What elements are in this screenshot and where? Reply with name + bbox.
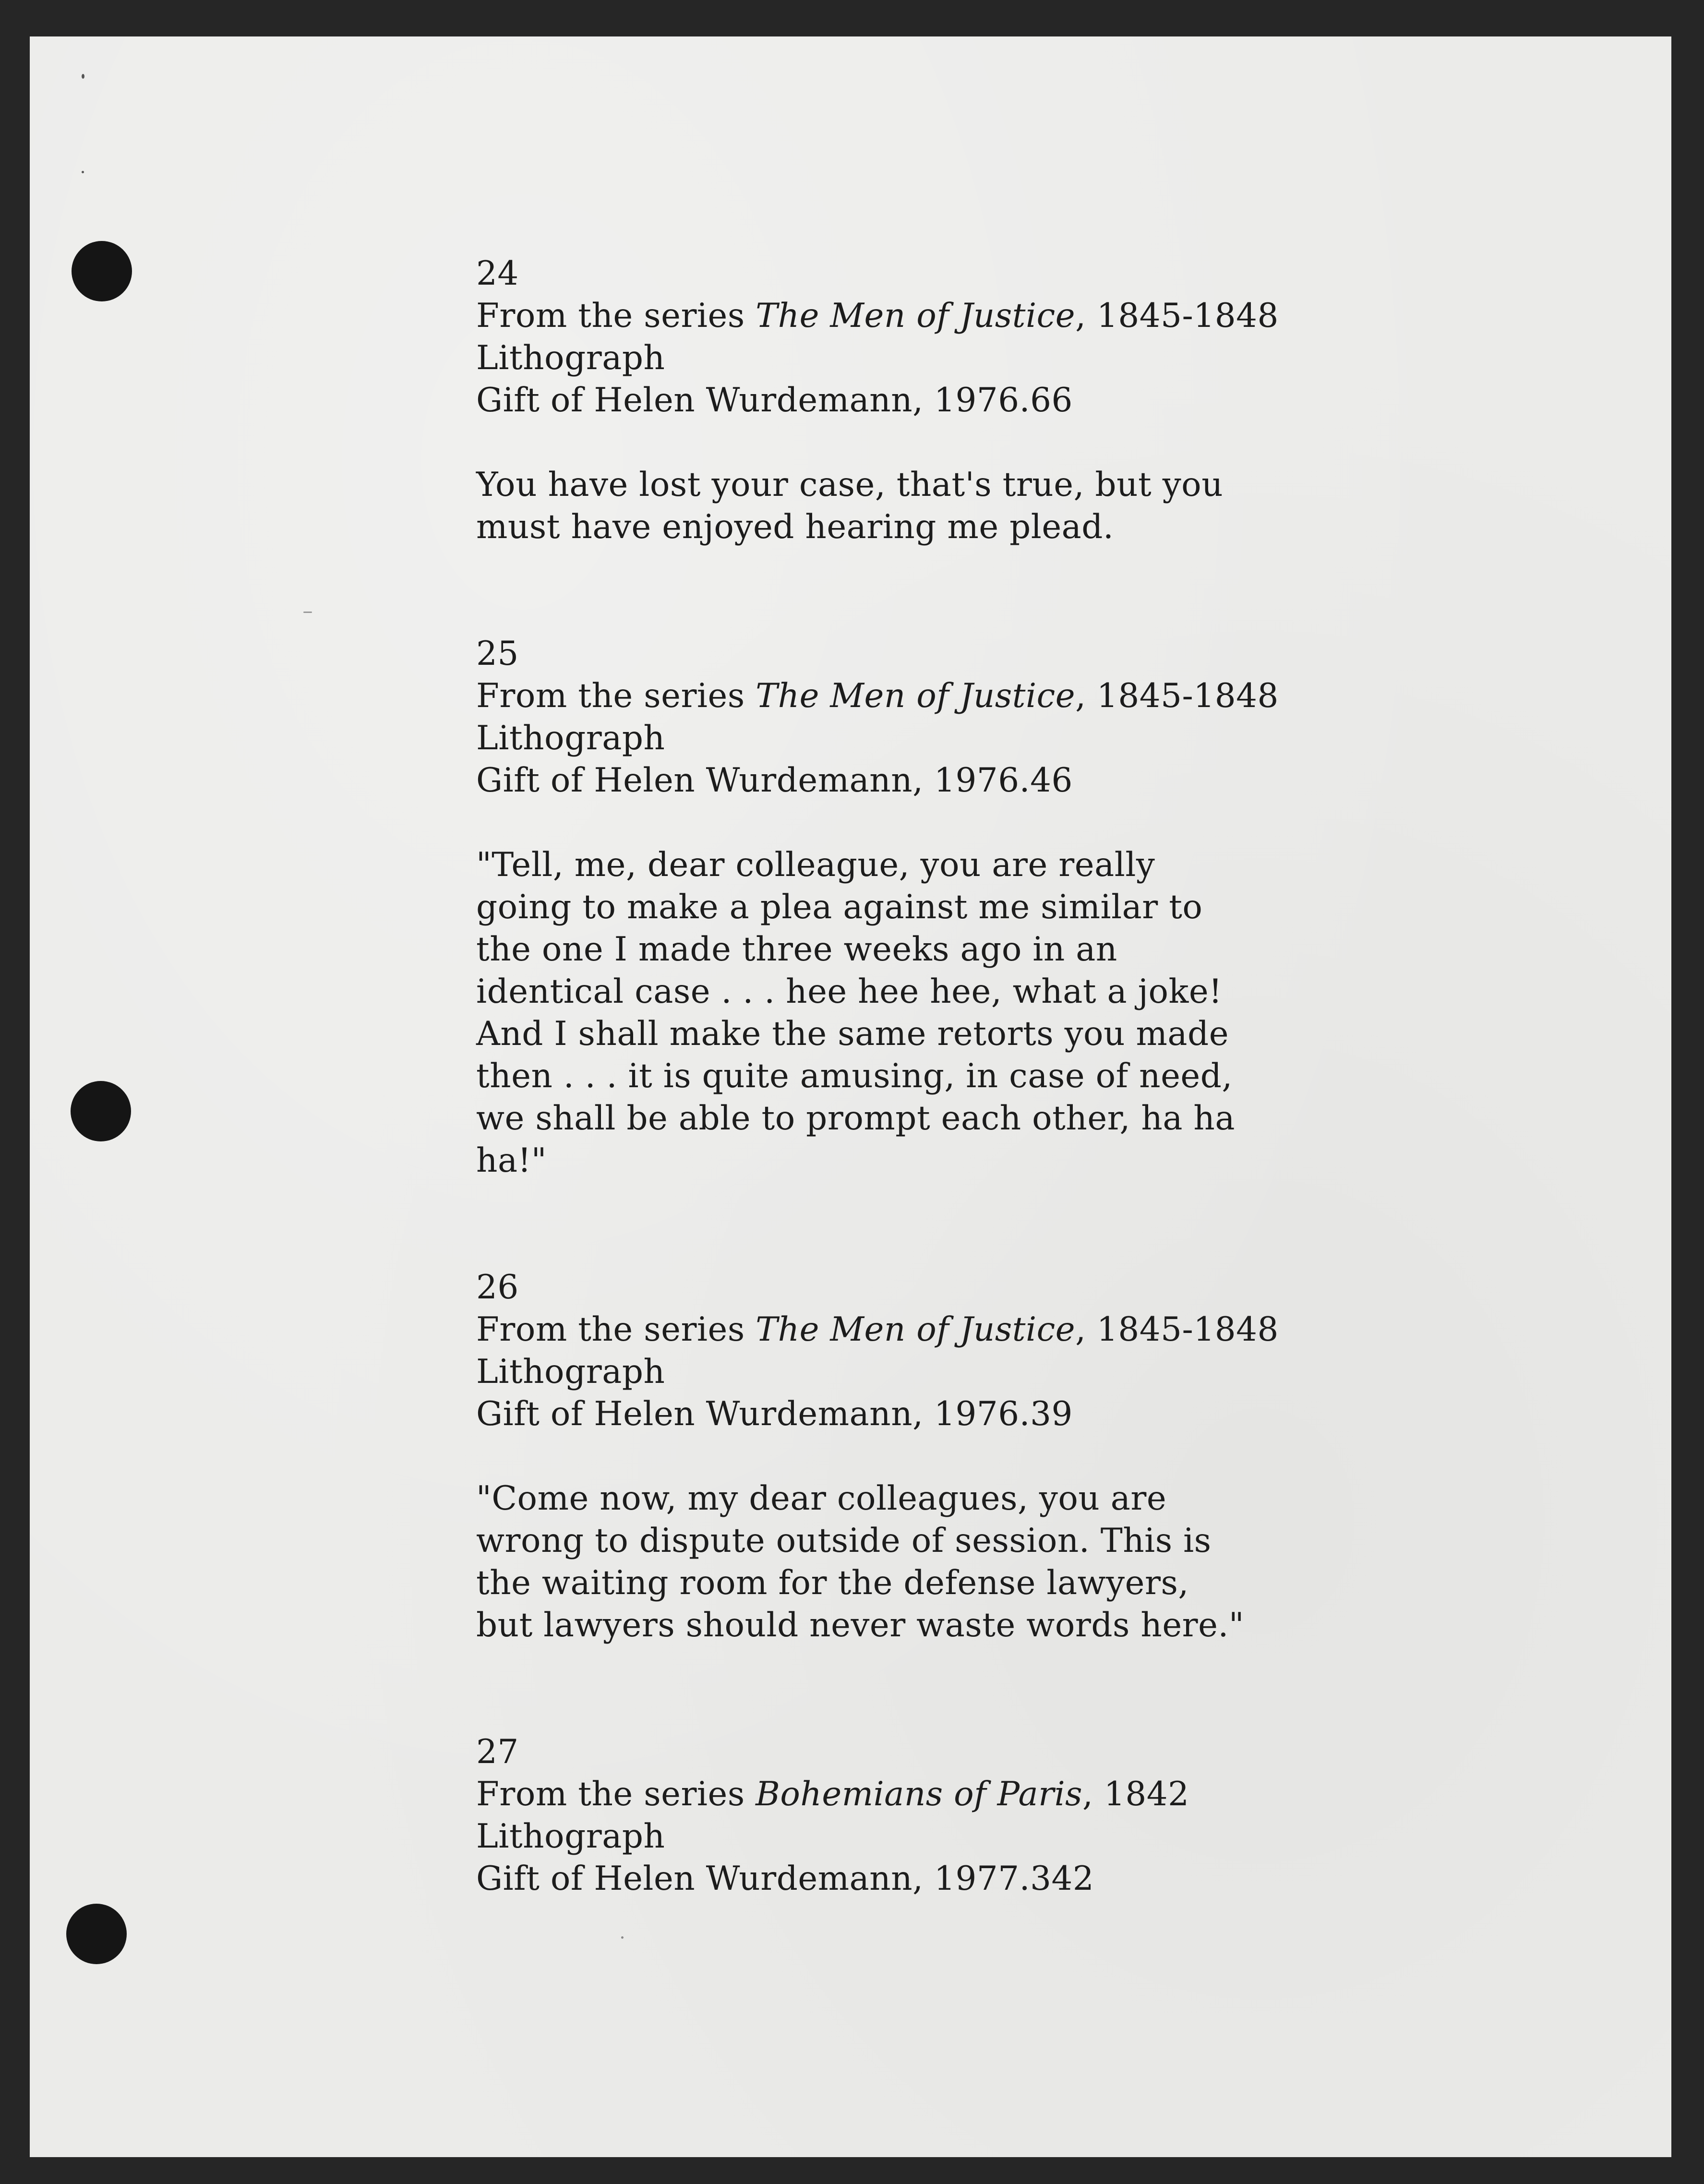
punch-hole-bottom bbox=[66, 1904, 127, 1964]
series-date: , 1842 bbox=[1082, 1775, 1189, 1813]
paper-speck bbox=[303, 612, 312, 613]
series-title: The Men of Justice bbox=[756, 677, 1076, 715]
entry-number: 26 bbox=[476, 1268, 519, 1307]
entry-caption bbox=[476, 464, 1292, 548]
paper-speck bbox=[82, 74, 84, 79]
catalog-entry bbox=[476, 1266, 1292, 1646]
caption-line: but lawyers should never waste words here." bbox=[476, 1606, 1245, 1644]
series-prefix: From the series bbox=[476, 1310, 756, 1349]
series-title: Bohemians of Paris bbox=[756, 1775, 1083, 1813]
entry-credit: Gift of Helen Wurdemann, 1976.46 bbox=[476, 761, 1073, 800]
caption-line: going to make a plea against me similar to bbox=[476, 888, 1203, 926]
catalog-entry bbox=[476, 1731, 1292, 1900]
entry-medium: Lithograph bbox=[476, 719, 665, 757]
series-date: , 1845-1848 bbox=[1075, 677, 1279, 715]
paper-sheet bbox=[30, 36, 1671, 2157]
entry-series bbox=[476, 675, 1292, 717]
entry-number: 25 bbox=[476, 635, 519, 673]
caption-line: then . . . it is quite amusing, in case of need, bbox=[476, 1057, 1233, 1095]
punch-hole-top bbox=[72, 241, 132, 301]
entry-medium: Lithograph bbox=[476, 1817, 665, 1856]
series-title: The Men of Justice bbox=[756, 1310, 1076, 1349]
paper-speck bbox=[621, 1936, 624, 1939]
series-date: , 1845-1848 bbox=[1075, 297, 1279, 335]
catalog-entry bbox=[476, 252, 1292, 548]
caption-line: You have lost your case, that's true, but you bbox=[476, 466, 1224, 504]
entry-caption bbox=[476, 844, 1292, 1182]
caption-line: "Tell, me, dear colleague, you are really bbox=[476, 846, 1155, 884]
catalog-entry bbox=[476, 633, 1292, 1182]
series-prefix: From the series bbox=[476, 677, 756, 715]
entry-number: 27 bbox=[476, 1733, 519, 1771]
entry-series bbox=[476, 1308, 1292, 1351]
caption-line: identical case . . . hee hee hee, what a joke! bbox=[476, 972, 1223, 1011]
caption-line: we shall be able to prompt each other, ha ha bbox=[476, 1099, 1236, 1138]
series-date: , 1845-1848 bbox=[1075, 1310, 1279, 1349]
entry-series bbox=[476, 295, 1292, 337]
caption-line: "Come now, my dear colleagues, you are bbox=[476, 1479, 1167, 1518]
caption-line: And I shall make the same retorts you made bbox=[476, 1015, 1229, 1053]
caption-line: wrong to dispute outside of session. This is bbox=[476, 1522, 1212, 1560]
series-prefix: From the series bbox=[476, 1775, 756, 1813]
caption-line: the one I made three weeks ago in an bbox=[476, 930, 1117, 969]
entry-credit: Gift of Helen Wurdemann, 1976.66 bbox=[476, 381, 1073, 420]
entry-credit: Gift of Helen Wurdemann, 1977.342 bbox=[476, 1860, 1094, 1898]
entry-credit: Gift of Helen Wurdemann, 1976.39 bbox=[476, 1395, 1073, 1433]
document-body bbox=[476, 252, 1292, 1900]
entry-medium: Lithograph bbox=[476, 1353, 665, 1391]
caption-line: the waiting room for the defense lawyers, bbox=[476, 1564, 1189, 1602]
entry-series bbox=[476, 1773, 1292, 1815]
caption-line: ha!" bbox=[476, 1141, 547, 1180]
series-prefix: From the series bbox=[476, 297, 756, 335]
punch-hole-middle bbox=[71, 1081, 131, 1141]
entry-number: 24 bbox=[476, 254, 519, 293]
paper-speck bbox=[82, 171, 84, 173]
entry-medium: Lithograph bbox=[476, 339, 665, 377]
series-title: The Men of Justice bbox=[756, 297, 1076, 335]
entry-caption bbox=[476, 1477, 1292, 1646]
caption-line: must have enjoyed hearing me plead. bbox=[476, 508, 1114, 546]
